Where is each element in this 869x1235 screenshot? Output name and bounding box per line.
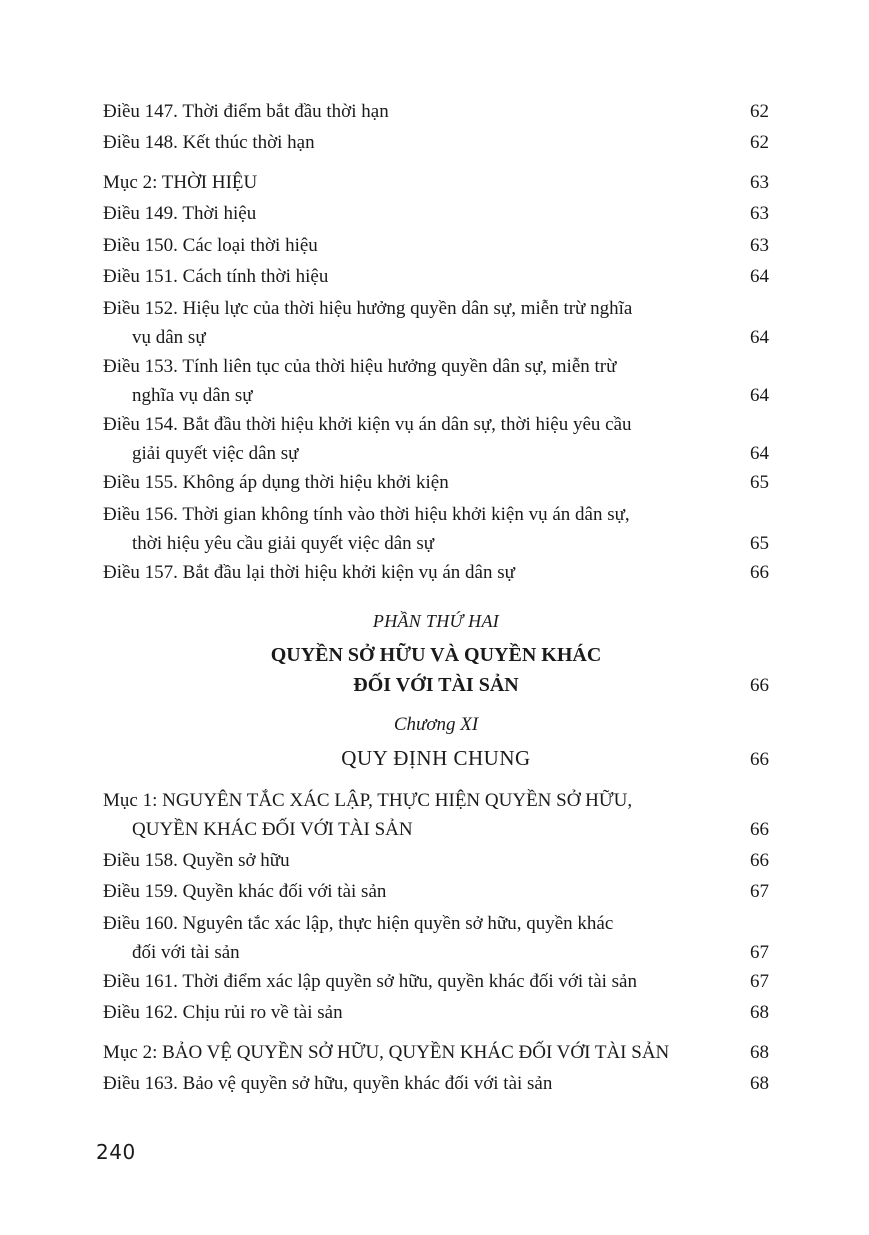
entry-page: 62 xyxy=(750,132,769,153)
toc-entry xyxy=(103,199,769,228)
entry-text: Điều 151. Cách tính thời hiệu xyxy=(103,266,329,287)
section-text: Mục 2: BẢO VỆ QUYỀN SỞ HỮU, QUYỀN KHÁC ĐỐI VỚI TÀI SẢN xyxy=(103,1042,670,1063)
entry-text-continued: đối với tài sản xyxy=(132,942,240,963)
toc-entry xyxy=(103,909,769,967)
toc-section xyxy=(103,1038,769,1067)
toc-entry xyxy=(103,294,769,352)
entry-page: 67 xyxy=(750,881,769,902)
entry-page: 63 xyxy=(750,172,769,193)
part-label: PHẦN THỨ HAI xyxy=(372,611,500,631)
chapter-label: Chương XI xyxy=(393,714,479,735)
entry-text: Điều 150. Các loại thời hiệu xyxy=(103,235,318,256)
entry-page: 68 xyxy=(750,1002,769,1023)
toc-section xyxy=(103,786,769,844)
entry-text: Điều 161. Thời điểm xác lập quyền sở hữu, quyền khác đối với tài sản xyxy=(103,971,637,992)
toc-entry xyxy=(103,231,769,260)
entry-text-continued: nghĩa vụ dân sự xyxy=(132,385,253,406)
entry-page: 64 xyxy=(750,266,769,287)
page-number: 240 xyxy=(96,1140,136,1164)
entry-page: 63 xyxy=(750,235,769,256)
entry-page: 67 xyxy=(750,971,769,992)
entry-text: Điều 149. Thời hiệu xyxy=(103,203,257,224)
entry-text: Điều 147. Thời điểm bắt đầu thời hạn xyxy=(103,101,389,122)
entry-text: Điều 152. Hiệu lực của thời hiệu hưởng quyền dân sự, miễn trừ nghĩa xyxy=(103,298,633,319)
entry-text: Điều 154. Bắt đầu thời hiệu khởi kiện vụ án dân sự, thời hiệu yêu cầu xyxy=(103,414,632,435)
entry-text: Điều 157. Bắt đầu lại thời hiệu khởi kiện vụ án dân sự xyxy=(103,562,515,583)
entry-text: Điều 158. Quyền sở hữu xyxy=(103,850,290,871)
section-text-continued: QUYỀN KHÁC ĐỐI VỚI TÀI SẢN xyxy=(132,819,413,840)
entry-page: 66 xyxy=(750,819,769,840)
entry-text: Điều 163. Bảo vệ quyền sở hữu, quyền khác đối với tài sản xyxy=(103,1073,553,1094)
toc-entry xyxy=(103,262,769,291)
part-title xyxy=(103,640,769,700)
entry-page: 68 xyxy=(750,1042,769,1063)
entry-text: Điều 148. Kết thúc thời hạn xyxy=(103,132,315,153)
entry-text: Điều 159. Quyền khác đối với tài sản xyxy=(103,881,387,902)
entry-text: Điều 153. Tính liên tục của thời hiệu hưởng quyền dân sự, miễn trừ xyxy=(103,356,617,377)
toc-entry xyxy=(103,877,769,906)
toc-entry xyxy=(103,558,769,587)
entry-page: 63 xyxy=(750,203,769,224)
entry-page: 64 xyxy=(750,443,769,464)
entry-page: 66 xyxy=(750,850,769,871)
toc-entry xyxy=(103,468,769,497)
entry-text: Điều 156. Thời gian không tính vào thời hiệu khởi kiện vụ án dân sự, xyxy=(103,504,630,525)
entry-page: 68 xyxy=(750,1073,769,1094)
section-text: Mục 1: NGUYÊN TẮC XÁC LẬP, THỰC HIỆN QUYỀN SỞ HỮU, xyxy=(103,790,633,811)
entry-page: 62 xyxy=(750,101,769,122)
entry-page: 65 xyxy=(750,533,769,554)
entry-page: 64 xyxy=(750,327,769,348)
part-title-line1: QUYỀN SỞ HỮU VÀ QUYỀN KHÁC xyxy=(270,644,602,666)
entry-text-continued: vụ dân sự xyxy=(132,327,206,348)
entry-page: 65 xyxy=(750,472,769,493)
toc-entry xyxy=(103,846,769,875)
entry-text: Điều 160. Nguyên tắc xác lập, thực hiện quyền sở hữu, quyền khác xyxy=(103,913,614,934)
toc-entry xyxy=(103,97,769,126)
toc-entry xyxy=(103,500,769,558)
chapter-title: QUY ĐỊNH CHUNG 66 xyxy=(103,743,769,774)
entry-page: 66 xyxy=(750,562,769,583)
toc-entry xyxy=(103,967,769,996)
entry-page: 67 xyxy=(750,942,769,963)
toc-entry xyxy=(103,1069,769,1098)
chapter-page: 66 xyxy=(750,749,769,770)
part-page: 66 xyxy=(750,675,769,696)
toc-entry xyxy=(103,352,769,410)
toc-entry xyxy=(103,998,769,1027)
part-title-line2: ĐỐI VỚI TÀI SẢN xyxy=(353,674,519,696)
entry-text: Điều 155. Không áp dụng thời hiệu khởi kiện xyxy=(103,472,449,493)
entry-text-continued: thời hiệu yêu cầu giải quyết việc dân sự xyxy=(132,533,435,554)
toc-section xyxy=(103,168,769,197)
toc-entry xyxy=(103,410,769,468)
entry-text: Điều 162. Chịu rủi ro về tài sản xyxy=(103,1002,343,1023)
entry-page: 64 xyxy=(750,385,769,406)
toc-entry xyxy=(103,128,769,157)
section-text: Mục 2: THỜI HIỆU xyxy=(103,172,258,193)
entry-text-continued: giải quyết việc dân sự xyxy=(132,443,299,464)
